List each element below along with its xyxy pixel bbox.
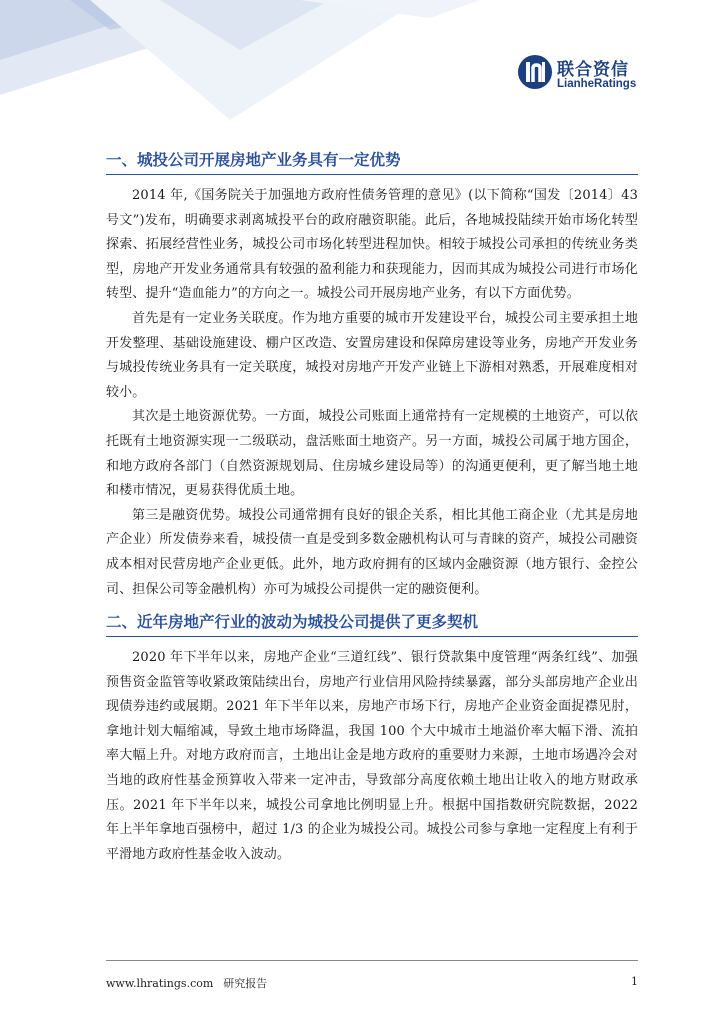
paragraph: 首先是有一定业务关联度。作为地方重要的城市开发建设平台，城投公司主要承担土地开发整理、基础设施建设、棚户区改造、安置房建设和保障房建设等业务，房地产开发业务与城投传统业务具有一定关联度，城投对房地产开发产业链上下游相对熟悉，开展难度相对较小。 [106, 310, 638, 400]
brand-name-cn: 联合资信 [557, 60, 629, 80]
paragraph: 其次是土地资源优势。一方面，城投公司账面上通常持有一定规模的土地资产，可以依托既有土地资源实现一二级联动，盘活账面土地资产。另一方面，城投公司属于地方国企，和地方政府各部门（自然资源规划局、住房城乡建设局等）的沟通更便利，更了解当地土地和楼市情况，更易获得优质土地。 [106, 409, 638, 499]
footer-website-link[interactable]: www.lhratings.com [106, 977, 214, 990]
section-title: 二、近年房地产行业的波动为城投公司提供了更多契机 [106, 610, 638, 637]
report-body [106, 148, 638, 867]
footer-doc-type: 研究报告 [223, 977, 268, 990]
section-2 [106, 610, 638, 867]
footer-divider [106, 960, 638, 961]
paragraph: 2020 年下半年以来，房地产企业“三道红线”、银行贷款集中度管理“两条红线”、加强预售资金监管等收紧政策陆续出台，房地产行业信用风险持续暴露，部分头部房地产企业出现债券违约或展期。2021 年下半年以来，房地产市场下行，房地产企业资金面捉襟见肘，拿地计划大幅缩减，导致土地市场降温，我国 100 个大中城市土地溢价率大幅下滑、流拍率大幅上升。对地方政府而言，土地出让金是地方政府的重要财力来源，土地市场遇冷会对当地的政府性基金预算收入带来一定冲击，导致部分高度依赖土地出让收入的地方财政承压。2021 年下半年以来，城投公司拿地比例明显上升。根据中国指数研究院数据，2022 年上半年拿地百强榜中，超过 1/3 的企业为城投公司。城投公司参与拿地一定程度上有利于平滑地方政府性基金收入波动。 [106, 650, 638, 862]
page-number: 1 [631, 975, 638, 988]
section-1 [106, 148, 638, 602]
brand-logo [517, 54, 647, 94]
paragraph: 2014 年,《国务院关于加强地方政府性债务管理的意见》(以下简称“国发〔2014〕43 号文”)发布，明确要求剥离城投平台的政府融资职能。此后，各地城投陆续开始市场化转型探索、拓展经营性业务，城投公司市场化转型进程加快。相较于城投公司承担的传统业务类型，房地产开发业务通常具有较强的盈利能力和获现能力，因而其成为城投公司进行市场化转型、提升“造血能力”的方向之一。城投公司开展房地产业务，有以下方面优势。 [106, 188, 638, 302]
paragraph: 第三是融资优势。城投公司通常拥有良好的银企关系，相比其他工商企业（尤其是房地产企业）所发债券来看，城投债一直是受到多数金融机构认可与青睐的资产，城投公司融资成本相对民营房地产企业更低。此外，地方政府拥有的区域内金融资源（地方银行、金控公司、担保公司等金融机构）亦可为城投公司提供一定的融资便利。 [106, 507, 638, 597]
brand-name-en: LianheRatings [557, 78, 637, 90]
footer-info [106, 975, 267, 991]
lianhe-logo-icon [517, 54, 553, 90]
section-title: 一、城投公司开展房地产业务具有一定优势 [106, 148, 638, 175]
